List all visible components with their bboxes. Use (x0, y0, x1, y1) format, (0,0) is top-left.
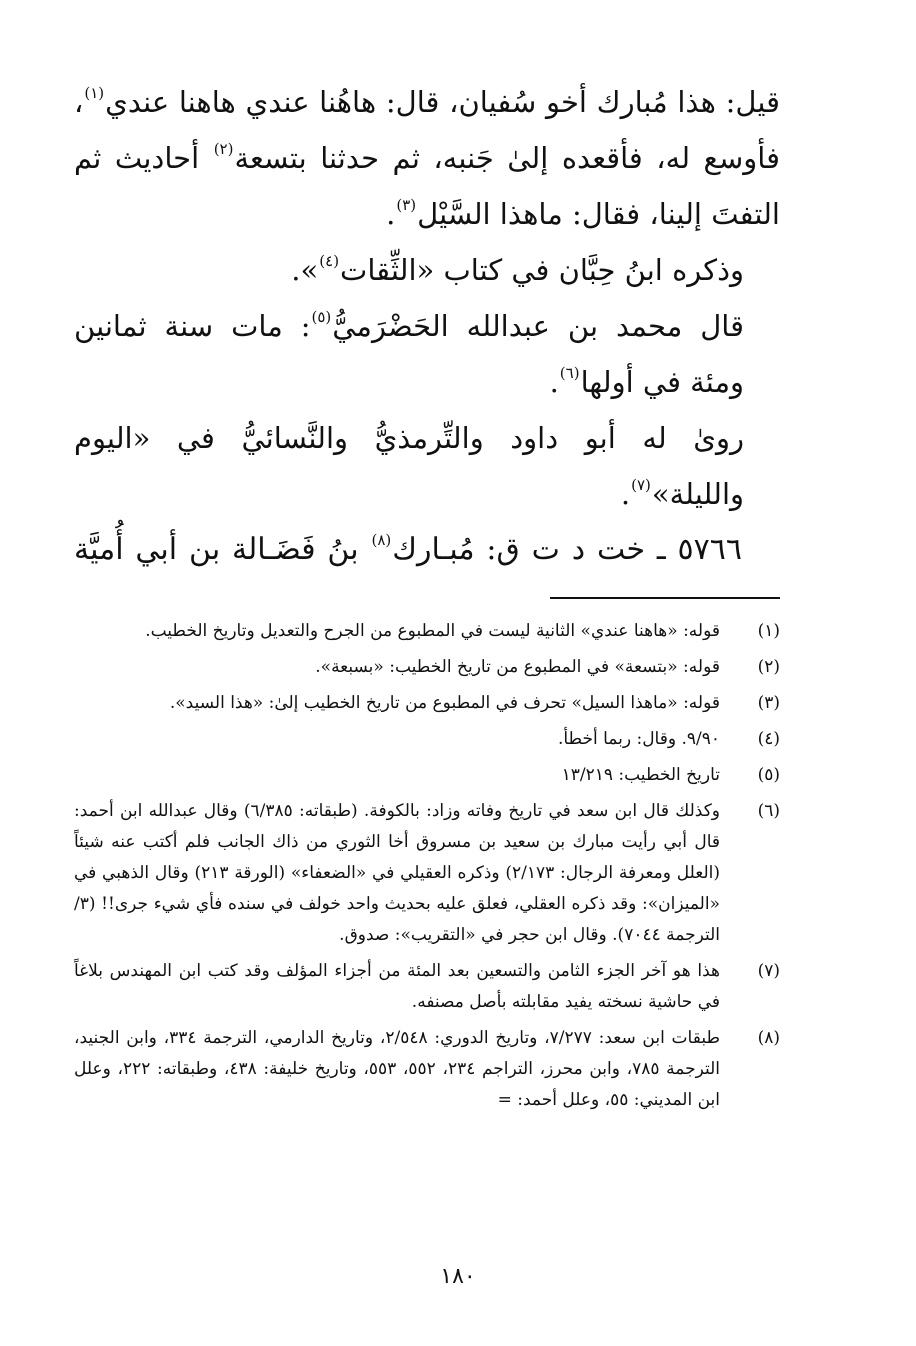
footnote-5 (74, 760, 780, 791)
text-run: : مات سنة ثمانين ومئة في أولها (74, 309, 744, 399)
footnote-text: وكذلك قال ابن سعد في تاريخ وفاته وزاد: بالكوفة. (طبقاته: ٦/٣٨٥) وقال عبدالله ابن أحمد: قال أبي رأيت مبارك بن سعيد بن مسروق أخا الثوري من ذاك الجانب فلم أكتب عنه شيئاً (العلل ومعرفة الرجال: ٢/١٧٣) وذكره العقيلي في «الضعفاء» (الورقة ٢١٣) وقال الذهبي في «الميزان»: وقد ذكره العقلي، فعلق عليه بحديث واحد خولف في سنده فأي شيء جرى!! (٣/الترجمة ٧٠٤٤). وقال ابن حجر في «التقريب»: صدوق. (74, 801, 720, 945)
footnote-ref-7[interactable]: (٧) (631, 476, 651, 494)
text-run: وذكره ابنُ حِبَّان في كتاب «الثِّقات (340, 253, 744, 287)
footnote-number: (٥) (757, 765, 780, 785)
paragraph-3 (74, 298, 780, 410)
paragraph-2 (74, 242, 780, 298)
paragraph-4 (74, 410, 780, 522)
footnote-number: (١) (757, 621, 780, 641)
text-run: أحاديث ثم التفتَ إلينا، فقال: ماهذا السَّيْل (74, 141, 780, 231)
footnote-number: (٨) (757, 1028, 780, 1048)
footnote-text: تاريخ الخطيب: ١٣/٢١٩ (561, 765, 720, 785)
entry-title-rest: بنُ فَضَـالة بن أبي أُميَّة (74, 532, 371, 567)
footnote-ref-8[interactable]: (٨) (371, 531, 392, 549)
footnote-ref-1[interactable]: (١) (84, 84, 105, 102)
paragraph-1 (74, 74, 780, 242)
text-run: ». (291, 253, 319, 287)
footnote-ref-5[interactable]: (٥) (311, 308, 332, 326)
footnote-ref-4[interactable]: (٤) (319, 252, 340, 270)
footnote-4 (74, 724, 780, 755)
footnote-divider (550, 597, 780, 599)
text-run: . (549, 365, 559, 399)
footnotes (74, 616, 780, 1121)
footnote-ref-2[interactable]: (٢) (213, 140, 234, 158)
text-run: ، فأوسع له، فأقعده إلىٰ جَنبه، ثم حدثنا بتسعة (74, 85, 780, 175)
text-run: . (620, 477, 631, 511)
footnote-number: (٣) (757, 693, 780, 713)
footnote-7 (74, 956, 780, 1018)
entry-heading (74, 520, 780, 580)
page-number: ١٨٠ (440, 1264, 476, 1289)
footnote-ref-6[interactable]: (٦) (559, 364, 580, 382)
text-run: قيل: هذا مُبارك أخو سُفيان، قال: هاهُنا عندي هاهنا عندي (105, 85, 780, 119)
footnote-1 (74, 616, 780, 647)
footnote-ref-3[interactable]: (٣) (396, 196, 417, 214)
footnote-text: هذا هو آخر الجزء الثامن والتسعين بعد المئة من أجزاء المؤلف وقد كتب ابن المهندس بلاغاً في حاشية نسخته يفيد مقابلته بأصل مصنفه. (74, 961, 720, 1012)
entry-title: ٥٧٦٦ ـ خت د ت ق: مُبـارك (392, 532, 742, 567)
footnote-2 (74, 652, 780, 683)
footnote-3 (74, 688, 780, 719)
footnote-number: (٤) (757, 729, 780, 749)
footnote-8 (74, 1023, 780, 1116)
footnote-text: طبقات ابن سعد: ٧/٢٧٧، وتاريخ الدوري: ٢/٥٤٨، وتاريخ الدارمي، الترجمة ٣٣٤، وابن الجنيد، الترجمة ٧٨٥، وابن محرز، التراجم ٢٣٤، ٥٥٢، ٥٥٣، وتاريخ خليفة: ٤٣٨، وطبقاته: ٢٢٢، وعلل ابن المديني: ٥٥، وعلل أحمد: = (74, 1028, 720, 1110)
footnote-number: (٦) (757, 801, 780, 821)
footnote-6 (74, 796, 780, 951)
footnote-number: (٢) (757, 657, 780, 677)
footnote-text: قوله: «بتسعة» في المطبوع من تاريخ الخطيب: «بسبعة». (315, 657, 720, 677)
text-run: روىٰ له أبو داود والتِّرمذيُّ والنَّسائيُّ في «اليوم والليلة» (74, 421, 744, 511)
footnote-text: ٩/٩٠. وقال: ربما أخطأ. (557, 729, 720, 749)
footnote-number: (٧) (757, 961, 780, 981)
main-text (74, 74, 780, 522)
text-run: قال محمد بن عبدالله الحَضْرَميُّ (332, 309, 744, 343)
text-run: . (386, 197, 396, 231)
footnote-text: قوله: «هاهنا عندي» الثانية ليست في المطبوع من الجرح والتعديل وتاريخ الخطيب. (145, 621, 720, 641)
footnote-text: قوله: «ماهذا السيل» تحرف في المطبوع من تاريخ الخطيب إلىٰ: «هذا السيد». (169, 693, 720, 713)
